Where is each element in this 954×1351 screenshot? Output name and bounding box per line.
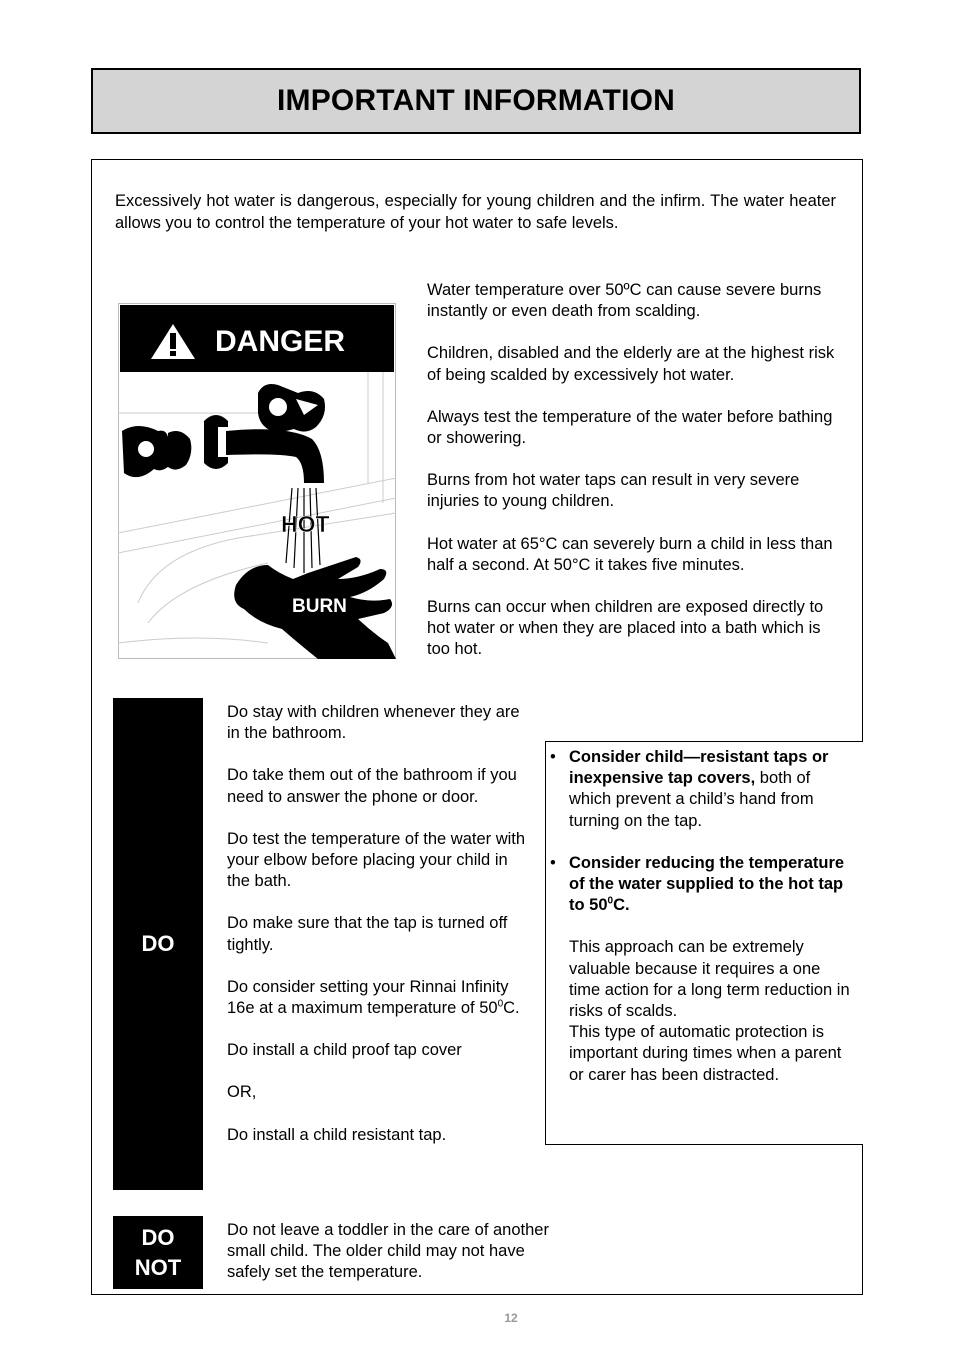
do-item: Do install a child resistant tap. bbox=[227, 1125, 447, 1144]
do-item bbox=[227, 977, 532, 1019]
do-item: Do stay with children whenever they are in the bathroom. bbox=[227, 703, 520, 743]
temp-unit: C. bbox=[503, 999, 520, 1018]
do-item-text: Do consider setting your Rinnai Infinity 16e at a maximum temperature of 50 bbox=[227, 977, 509, 1018]
do-label-bar bbox=[113, 698, 203, 1190]
risk-paragraph: Always test the temperature of the water before bathing or showering. bbox=[427, 407, 833, 448]
donot-label-line2: NOT bbox=[134, 1254, 182, 1280]
danger-heading: DANGER bbox=[215, 325, 346, 358]
risk-paragraph: Water temperature over 50ºC can cause severe burns instantly or even death from scalding. bbox=[427, 281, 822, 321]
consider-item bbox=[550, 853, 850, 1086]
do-item: OR, bbox=[227, 1083, 257, 1102]
degree-sup: 0 bbox=[497, 998, 504, 1010]
do-label: DO bbox=[141, 931, 175, 956]
page-number: 12 bbox=[504, 1311, 518, 1325]
donot-label-bar bbox=[113, 1216, 203, 1289]
risk-paragraph: Burns from hot water taps can result in very severe injuries to young children. bbox=[427, 471, 800, 511]
do-item: Do install a child proof tap cover bbox=[227, 1041, 462, 1060]
consider-item-text: both of which prevent a child’s hand from turning on the tap. bbox=[569, 769, 814, 830]
do-item: Do make sure that the tap is turned off tightly. bbox=[227, 914, 508, 954]
intro-paragraph: Excessively hot water is dangerous, especially for young children and the infirm. The water heater allows you to control the temperature of your hot water to safe levels. bbox=[115, 192, 836, 232]
bullet-icon: • bbox=[550, 748, 556, 766]
do-list bbox=[227, 702, 532, 1167]
donot-label-line1: DO bbox=[141, 1224, 175, 1250]
do-item: Do take them out of the bathroom if you need to answer the phone or door. bbox=[227, 766, 517, 806]
burn-label: BURN bbox=[292, 596, 347, 617]
page-title: IMPORTANT INFORMATION bbox=[276, 84, 676, 117]
risk-paragraph: Children, disabled and the elderly are at the highest risk of being scalded by excessively hot water. bbox=[427, 344, 835, 384]
bullet-icon: • bbox=[550, 853, 556, 872]
title-box bbox=[91, 68, 861, 134]
risk-paragraph: Burns can occur when children are exposed directly to hot water or when they are placed into a bath which is too hot. bbox=[427, 598, 824, 659]
consider-note: This approach can be extremely valuable because it requires a one time action for a long term reduction in risks of scalds. bbox=[569, 938, 850, 1021]
danger-illustration bbox=[118, 303, 396, 659]
hot-label: HOT bbox=[281, 511, 330, 537]
risk-paragraph: Hot water at 65°C can severely burn a child in less than half a second. At 50°C it takes five minutes. bbox=[427, 534, 833, 574]
do-item: Do test the temperature of the water with your elbow before placing your child in the bath. bbox=[227, 829, 526, 891]
consider-item-bold: Consider child—resistant taps or inexpensive tap covers, bbox=[569, 748, 829, 788]
donot-text: Do not leave a toddler in the care of another small child. The older child may not have safely set the temperature. bbox=[227, 1221, 549, 1282]
consider-item bbox=[550, 747, 850, 832]
risk-paragraphs bbox=[427, 280, 847, 682]
consider-item-bold: Consider reducing the temperature of the water supplied to the hot tap to 50 bbox=[569, 853, 845, 915]
consider-note: This type of automatic protection is important during times when a parent or carer has been distracted. bbox=[569, 1023, 842, 1084]
consider-list bbox=[550, 747, 850, 1107]
degree-sup: 0 bbox=[607, 895, 614, 907]
temp-unit: C. bbox=[613, 896, 630, 915]
